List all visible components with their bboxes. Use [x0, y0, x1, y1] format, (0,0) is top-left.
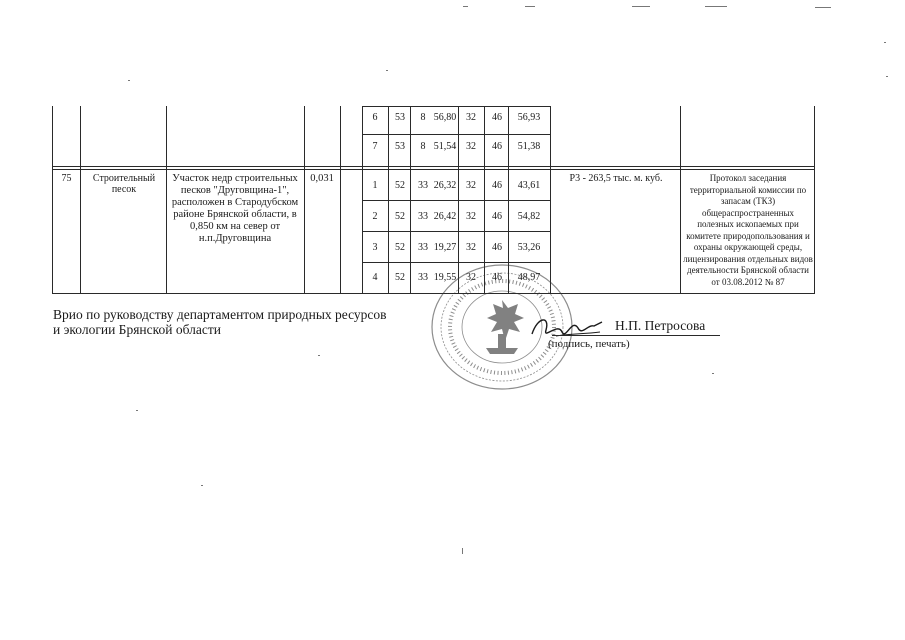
table-line — [166, 106, 167, 294]
site-area: 0,031 — [310, 173, 334, 184]
scan-speck — [128, 80, 130, 81]
scan-speck — [462, 548, 463, 554]
site-description: Участок недр строительных песков "Друговщина-1", расположен в Стародубском районе Брянской области, в 0,850 км на север от н.п.Друговщина — [171, 173, 299, 244]
lat-seconds: 26,42 — [433, 211, 457, 222]
lon-minutes: 46 — [492, 112, 502, 123]
point-number: 4 — [372, 272, 378, 283]
lon-seconds: 56,93 — [517, 112, 541, 123]
scan-speck — [815, 7, 831, 8]
signer-name: Н.П. Петросова — [615, 318, 706, 333]
lon-seconds: 54,82 — [517, 211, 541, 222]
lat-seconds: 56,80 — [433, 112, 457, 123]
lon-degrees: 32 — [466, 180, 476, 191]
scan-speck — [886, 76, 888, 77]
point-number: 6 — [372, 112, 378, 123]
reserves: Р3 - 263,5 тыс. м. куб. — [569, 173, 663, 184]
lon-seconds: 43,61 — [517, 180, 541, 191]
lon-seconds: 51,38 — [517, 141, 541, 152]
table-line — [362, 106, 550, 107]
signer-position — [53, 307, 413, 337]
table-line — [388, 106, 389, 294]
point-number: 7 — [372, 141, 378, 152]
table-line — [80, 106, 81, 294]
scan-speck — [705, 6, 727, 7]
lat-seconds: 19,55 — [433, 272, 457, 283]
lon-degrees: 32 — [466, 242, 476, 253]
table-line — [410, 106, 411, 294]
signature-line — [552, 335, 720, 336]
signer-position-line-1: Врио по руководству департаментом природных ресурсов — [53, 307, 387, 322]
scan-speck — [525, 6, 535, 7]
table-line — [362, 134, 550, 135]
point-number: 1 — [372, 180, 378, 191]
lon-degrees: 32 — [466, 211, 476, 222]
lat-degrees: 52 — [395, 272, 405, 283]
lat-minutes: 33 — [418, 180, 428, 191]
lat-degrees: 53 — [395, 112, 405, 123]
eagle-emblem-icon — [486, 300, 524, 354]
lon-degrees: 32 — [466, 141, 476, 152]
entry-number: 75 — [61, 173, 72, 184]
lat-seconds: 51,54 — [433, 141, 457, 152]
lat-minutes: 8 — [420, 112, 426, 123]
table-line — [304, 106, 305, 294]
scan-speck — [318, 355, 320, 356]
lon-minutes: 46 — [492, 272, 502, 283]
table-line — [362, 200, 550, 201]
table-line — [340, 106, 341, 294]
scan-speck — [632, 6, 650, 7]
signature-caption: (подпись, печать) — [548, 338, 630, 350]
mineral-type: Строительный песок — [92, 173, 156, 195]
scan-speck — [712, 373, 714, 374]
lon-seconds: 48,97 — [517, 272, 541, 283]
signer-position-line-2: и экологии Брянской области — [53, 322, 221, 337]
lon-degrees: 32 — [466, 272, 476, 283]
lat-minutes: 8 — [420, 141, 426, 152]
table-line — [814, 106, 815, 294]
scan-speck — [884, 42, 886, 43]
table-line — [52, 106, 53, 294]
lat-minutes: 33 — [418, 272, 428, 283]
table-line — [680, 106, 681, 294]
approval-protocol: Протокол заседания территориальной комиссии по запасам (ТКЗ) общераспространенных полезных ископаемых при комитете природопользования и охраны окружающей среды, лицензирования отдельных видов деятельности Брянской области от 03.08.2012 № 87 — [683, 173, 813, 287]
lat-degrees: 52 — [395, 211, 405, 222]
scan-speck — [463, 6, 468, 7]
table-line — [362, 231, 550, 232]
scan-speck — [386, 70, 388, 71]
lon-minutes: 46 — [492, 242, 502, 253]
lat-minutes: 33 — [418, 211, 428, 222]
table-line — [362, 106, 363, 294]
lon-degrees: 32 — [466, 112, 476, 123]
lat-degrees: 52 — [395, 242, 405, 253]
scan-speck — [136, 410, 138, 411]
lat-degrees: 52 — [395, 180, 405, 191]
lon-minutes: 46 — [492, 141, 502, 152]
lon-seconds: 53,26 — [517, 242, 541, 253]
lat-seconds: 19,27 — [433, 242, 457, 253]
lat-degrees: 53 — [395, 141, 405, 152]
point-number: 3 — [372, 242, 378, 253]
lon-minutes: 46 — [492, 211, 502, 222]
lat-seconds: 26,32 — [433, 180, 457, 191]
point-number: 2 — [372, 211, 378, 222]
lon-minutes: 46 — [492, 180, 502, 191]
scan-speck — [201, 485, 203, 486]
lat-minutes: 33 — [418, 242, 428, 253]
